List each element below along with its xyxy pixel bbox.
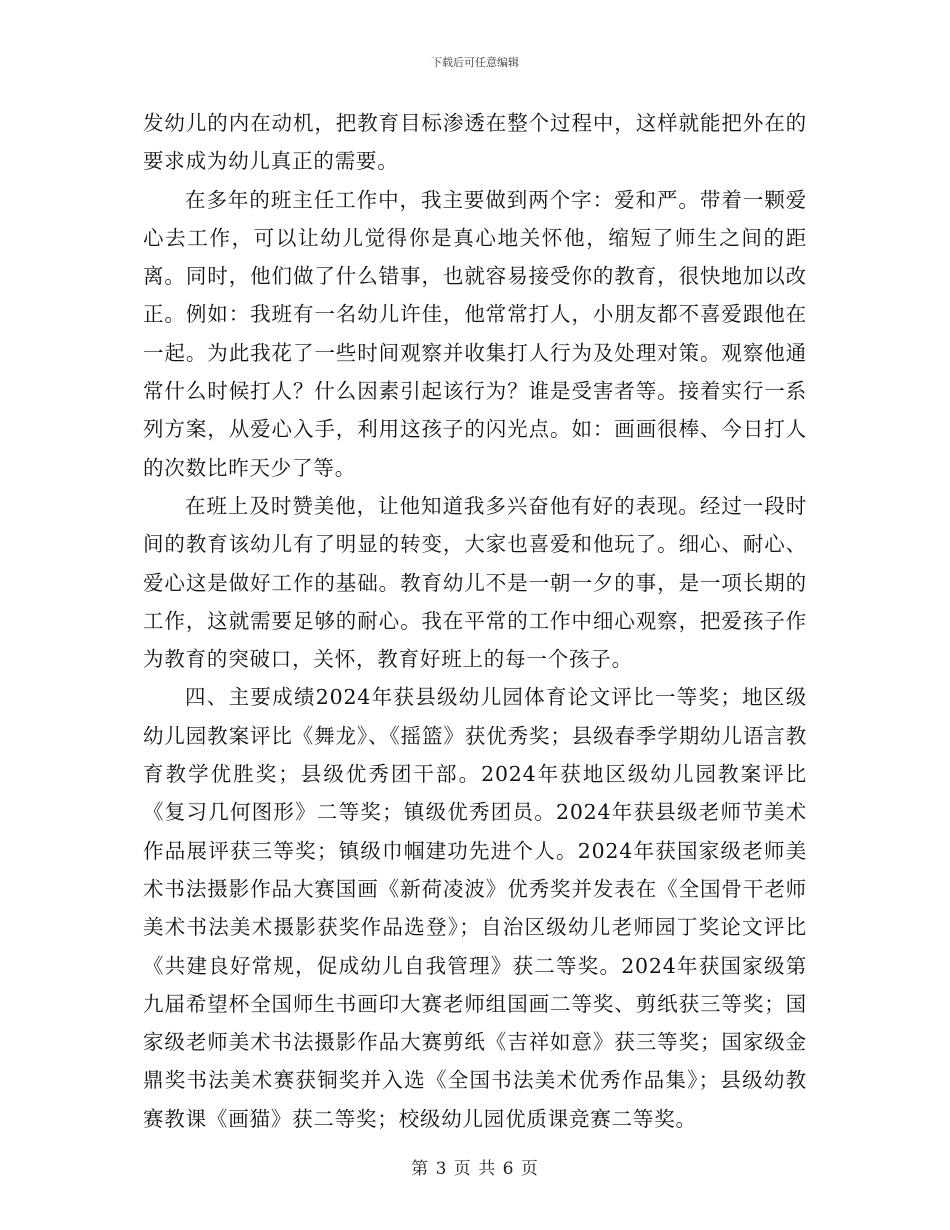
paragraph-achievements: 四、主要成绩2024年获县级幼儿园体育论文评比一等奖；地区级幼儿园教案评比《舞龙》、《摇篮》获优秀奖；县级春季学期幼儿语言教育教学优胜奖；县级优秀团干部。2024年获地区级幼儿园教案评比《复习几何图形》二等奖；镇级优秀团员。2024年获县级老师节美术作品展评获三等奖；镇级巾帼建功先进个人。2024年获国家级老师美术书法摄影作品大赛国画《新荷凌波》优秀奖并发表在《全国骨干老师美术书法美术摄影获奖作品选登》；自治区级幼儿老师园丁奖论文评比《共建良好常规，促成幼儿自我管理》获二等奖。2024年获国家级第九届希望杯全国师生书画印大赛老师组国画二等奖、剪纸获三等奖；国家级老师美术书法摄影作品大赛剪纸《吉祥如意》获三等奖；国家级金鼎奖书法美术赛获铜奖并入选《全国书法美术优秀作品集》；县级幼教赛教课《画猫》获二等奖；校级幼儿园优质课竞赛二等奖。: [143, 685, 807, 1131]
paragraph-continuation: 发幼儿的内在动机，把教育目标渗透在整个过程中，这样就能把外在的要求成为幼儿真正的需要。: [143, 111, 807, 174]
page-number-footer: 第 3 页 共 6 页: [411, 1159, 539, 1179]
page-header-note: 下载后可任意编辑: [431, 56, 519, 69]
paragraph-praise: 在班上及时赞美他，让他知道我多兴奋他有好的表现。经过一段时间的教育该幼儿有了明显的转变，大家也喜爱和他玩了。细心、耐心、爱心这是做好工作的基础。教育幼儿不是一朝一夕的事，是一项长期的工作，这就需要足够的耐心。我在平常的工作中细心观察，把爱孩子作为教育的突破口，关怀，教育好班上的每一个孩子。: [143, 493, 807, 672]
paragraph-class-teacher-work: 在多年的班主任工作中，我主要做到两个字：爱和严。带着一颗爱心去工作，可以让幼儿觉得你是真心地关怀他，缩短了师生之间的距离。同时，他们做了什么错事，也就容易接受你的教育，很快地加以改正。例如：我班有一名幼儿许佳，他常常打人，小朋友都不喜爱跟他在一起。为此我花了一些时间观察并收集打人行为及处理对策。观察他通常什么时候打人？什么因素引起该行为？谁是受害者等。接着实行一系列方案，从爱心入手，利用这孩子的闪光点。如：画画很棒、今日打人的次数比昨天少了等。: [143, 187, 807, 480]
document-body: [143, 104, 807, 1138]
